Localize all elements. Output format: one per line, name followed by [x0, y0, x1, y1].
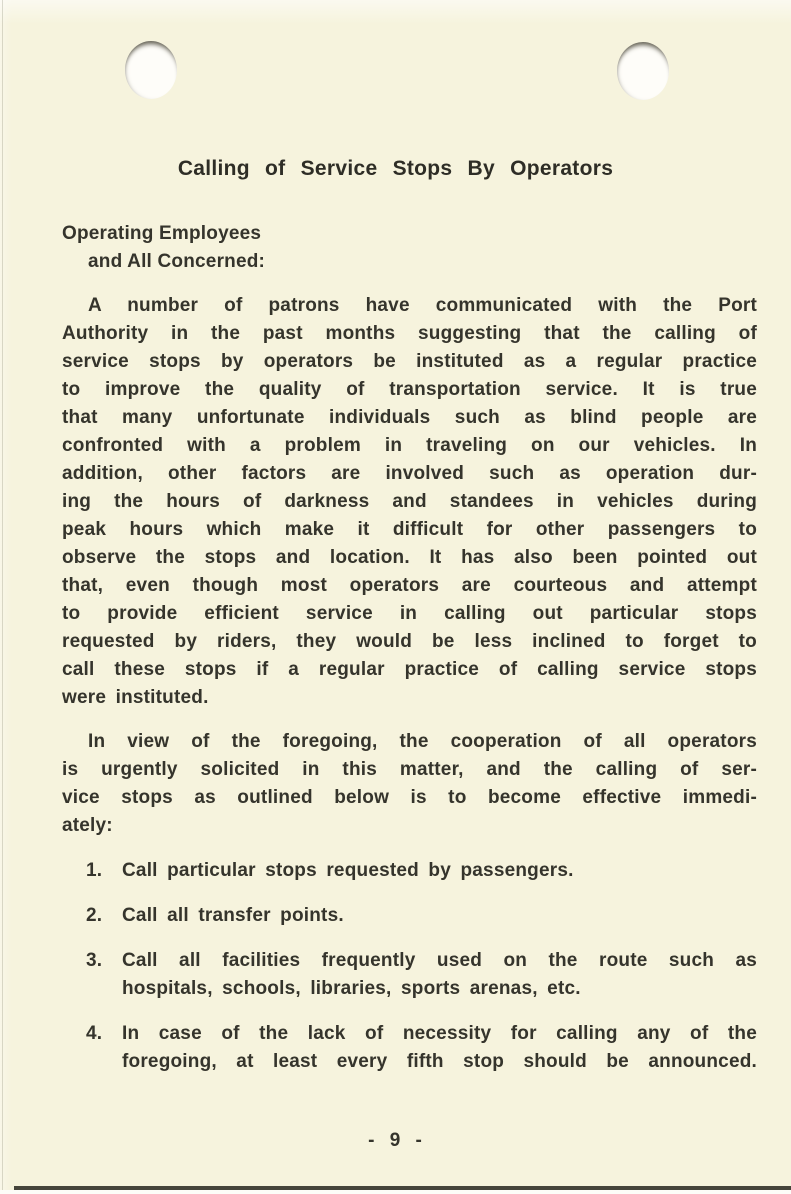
text-line: A number of patrons have communicated with the Port	[88, 295, 757, 316]
document-body	[62, 220, 757, 1076]
list-item-number: 4.	[86, 1023, 103, 1044]
text-line: to improve the quality of transportation service. It is true	[62, 379, 757, 400]
list-item	[86, 857, 757, 885]
text-line: In case of the lack of necessity for calling any of the	[122, 1023, 757, 1044]
paragraph-1	[62, 292, 757, 712]
text-line: that many unfortunate individuals such as blind people are	[62, 407, 757, 428]
text-line: Call all facilities frequently used on the route such as	[122, 950, 757, 971]
text-line: addition, other factors are involved such as operation dur-	[62, 463, 757, 484]
text-line: confronted with a problem in traveling on our vehicles. In	[62, 435, 757, 456]
text-line: hospitals, schools, libraries, sports arenas, etc.	[122, 978, 581, 999]
text-line: Authority in the past months suggesting that the calling of	[62, 323, 757, 344]
list-item	[86, 1020, 757, 1076]
text-line: peak hours which make it difficult for other passengers to	[62, 519, 757, 540]
salutation-line: Operating Employees	[62, 223, 262, 244]
text-line: foregoing, at least every fifth stop should be announced.	[122, 1051, 757, 1072]
text-line: is urgently solicited in this matter, and the calling of ser-	[62, 759, 757, 780]
text-line: In view of the foregoing, the cooperation of all operators	[88, 731, 757, 752]
salutation-line: and All Concerned:	[88, 251, 266, 272]
text-line: vice stops as outlined below is to become effective immedi-	[62, 787, 757, 808]
text-line: to provide efficient service in calling out particular stops	[62, 603, 757, 624]
text-line: Call all transfer points.	[122, 905, 344, 926]
text-line: that, even though most operators are courteous and attempt	[62, 575, 757, 596]
scan-bottom-margin	[0, 1190, 791, 1194]
list-item-number: 2.	[86, 905, 103, 926]
text-line: Call particular stops requested by passengers.	[122, 860, 574, 881]
paragraph-2	[62, 728, 757, 840]
list-item-number: 1.	[86, 860, 103, 881]
salutation	[62, 220, 757, 276]
list-item-number: 3.	[86, 950, 103, 971]
list-item	[86, 902, 757, 930]
text-line: ing the hours of darkness and standees in vehicles during	[62, 491, 757, 512]
list-item	[86, 947, 757, 1003]
text-line: service stops by operators be instituted as a regular practice	[62, 351, 757, 372]
text-line: were instituted.	[62, 687, 209, 708]
page-number: - 9 -	[368, 1130, 423, 1151]
text-line: call these stops if a regular practice of calling service stops	[62, 659, 757, 680]
text-line: requested by riders, they would be less inclined to forget to	[62, 631, 757, 652]
numbered-list	[62, 857, 757, 1076]
page-title: Calling of Service Stops By Operators	[177, 157, 614, 180]
text-line: observe the stops and location. It has also been pointed out	[62, 547, 757, 568]
punch-hole-left	[125, 41, 177, 99]
punch-hole-right	[617, 42, 669, 100]
text-line: ately:	[62, 815, 113, 836]
